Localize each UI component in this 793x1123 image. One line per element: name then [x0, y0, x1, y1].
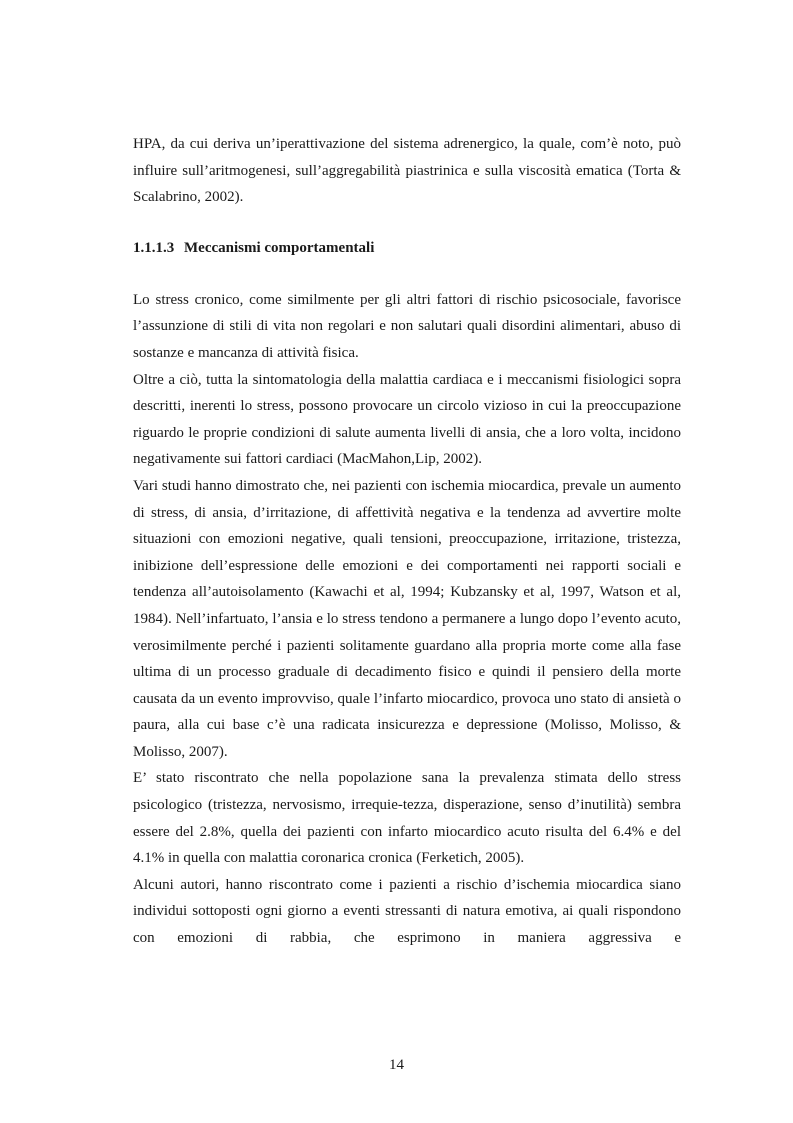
body-paragraph-1: Lo stress cronico, come similmente per gli altri fattori di rischio psicosociale, favorisce l’assunzione di stili di vita non regolari e non salutari quali disordini alimentari, abuso di sostanze e mancanza di attività fisica. [133, 291, 681, 361]
body-paragraph-3: Vari studi hanno dimostrato che, nei pazienti con ischemia miocardica, prevale un aumento di stress, di ansia, d’irritazione, di affettività negativa e la tendenza ad avvertire molte situazioni con emozioni negative, quali tensioni, preoccupazione, irritazione, tristezza, inibizione dell’espressione delle emozioni e dei comportamenti nei rapporti sociali e tendenza all’autoisolamento (Kawachi et al, 1994; Kubzansky et al, 1997, Watson et al, 1984). Nell’infartuato, l’ansia e lo stress tendono a permanere a lungo dopo l’evento acuto, verosimilmente perché i pazienti solitamente guardano alla propria morte come alla fase ultima di un processo graduale di decadimento fisico e quindi il pensiero della morte causata da un evento improvviso, quale l’infarto miocardico, provoca uno stato di ansietà o paura, alla cui base c’è una radicata insicurezza e depressione (Molisso, Molisso, & Molisso, 2007). [133, 477, 681, 760]
intro-paragraph: HPA, da cui deriva un’iperattivazione del sistema adrenergico, la quale, com’è noto, può influire sull’aritmogenesi, sull’aggregabilità piastrinica e sulla viscosità ematica (Torta & Scalabrino, 2002). [133, 136, 681, 206]
page-body [133, 131, 681, 952]
section-heading [133, 235, 681, 261]
section-number: 1.1.1.3 [133, 239, 175, 256]
page-number: 14 [389, 1057, 404, 1073]
body-paragraph-2: Oltre a ciò, tutta la sintomatologia della malattia cardiaca e i meccanismi fisiologici sopra descritti, inerenti lo stress, possono provocare un circolo vizioso in cui la preoccupazione riguardo le proprie condizioni di salute aumenta livelli di ansia, che a loro volta, incidono negativamente sui fattori cardiaci (MacMahon,Lip, 2002). [133, 371, 681, 468]
body-paragraph-5: Alcuni autori, hanno riscontrato come i pazienti a rischio d’ischemia miocardica siano individui sottoposti ogni giorno a eventi stressanti di natura emotiva, ai quali rispondono con emozioni di rabbia, che esprimono in maniera aggressiva e [133, 876, 681, 947]
body-paragraph-4: E’ stato riscontrato che nella popolazione sana la prevalenza stimata dello stress psicologico (tristezza, nervosismo, irrequie-tezza, disperazione, senso d’inutilità) sembra essere del 2.8%, quella dei pazienti con infarto miocardico acuto risulta del 6.4% e del 4.1% in quella con malattia coronarica cronica (Ferketich, 2005). [133, 770, 681, 867]
section-title: Meccanismi comportamentali [184, 239, 375, 256]
